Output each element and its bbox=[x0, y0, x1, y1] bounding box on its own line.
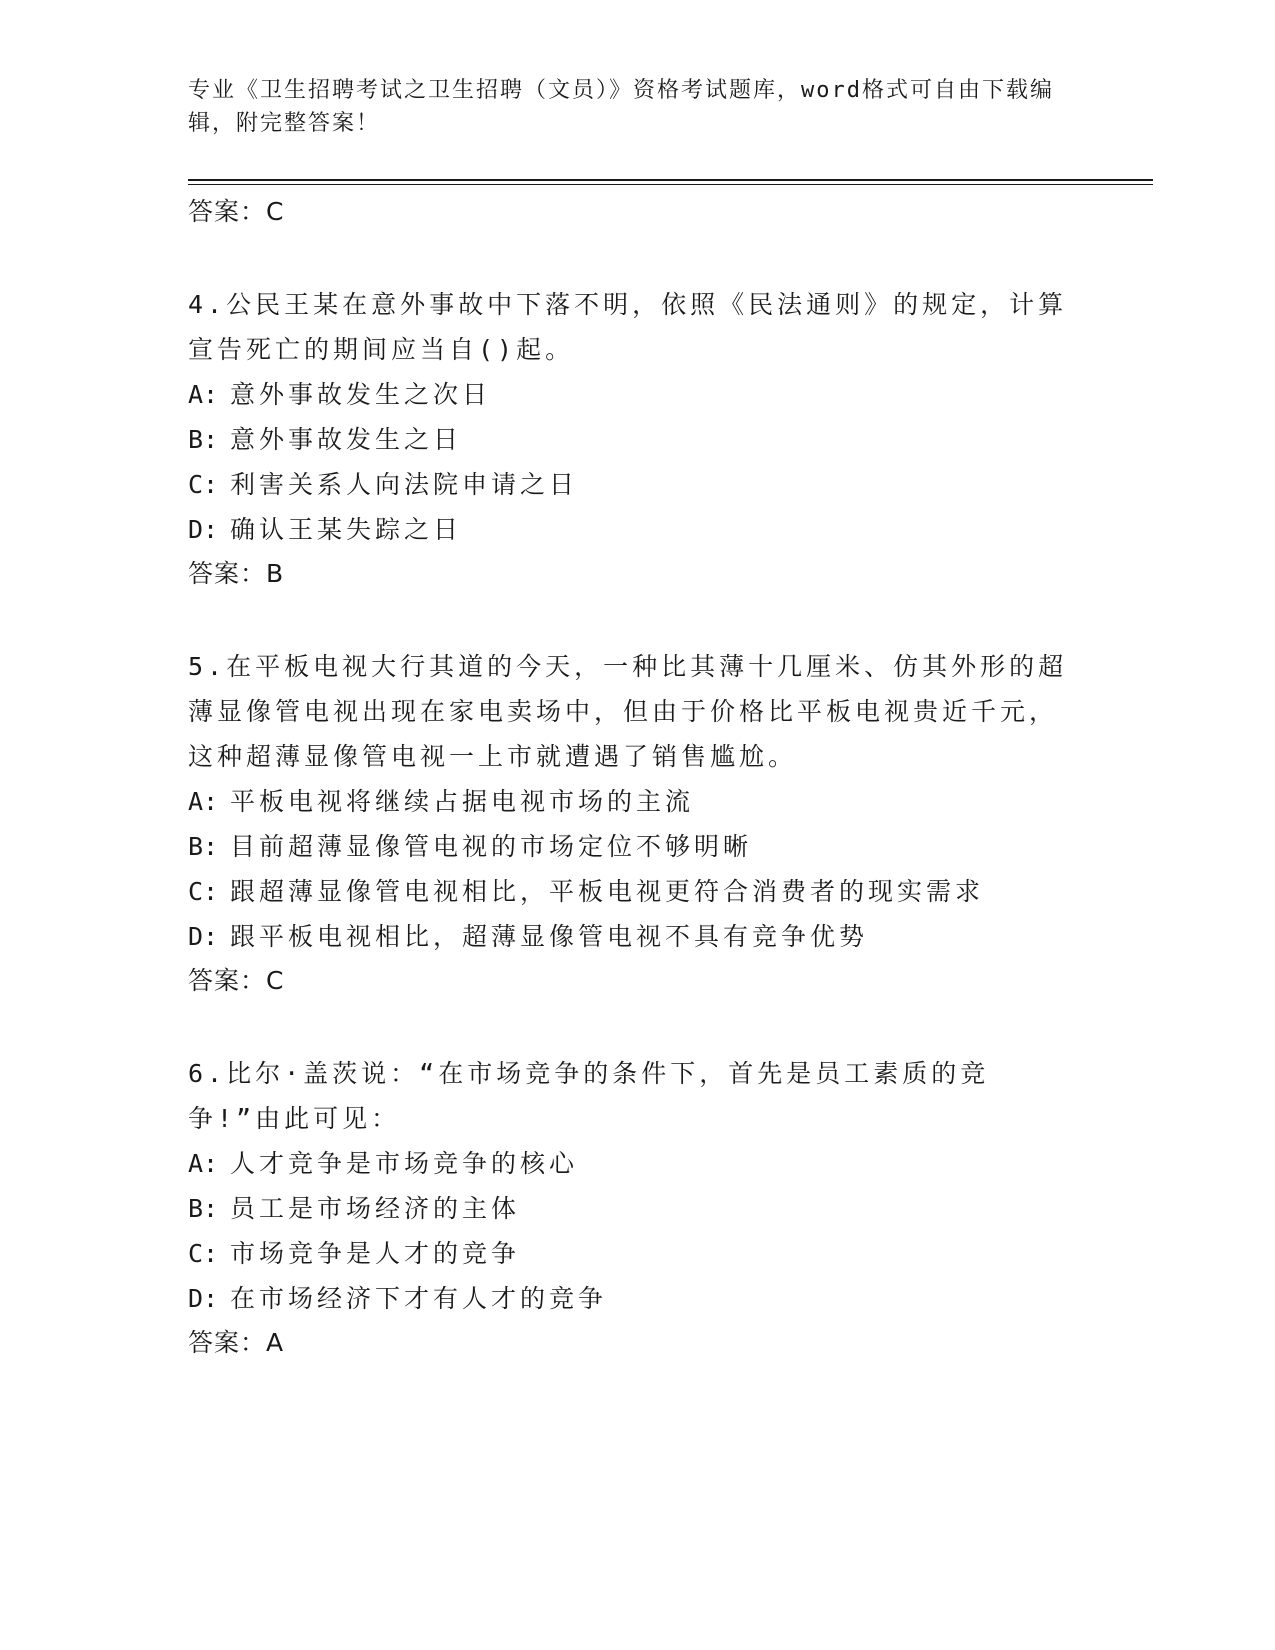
option-a bbox=[188, 1141, 1088, 1186]
option-letter: B: bbox=[188, 1194, 219, 1223]
option-text: 人才竞争是市场竞争的核心 bbox=[230, 1149, 579, 1178]
option-letter: C: bbox=[188, 470, 219, 499]
option-b bbox=[188, 1186, 1088, 1231]
option-text: 意外事故发生之次日 bbox=[230, 380, 492, 409]
option-letter: A: bbox=[188, 1149, 219, 1178]
option-text: 意外事故发生之日 bbox=[230, 425, 463, 454]
option-letter: A: bbox=[188, 380, 219, 409]
option-text: 目前超薄显像管电视的市场定位不够明晰 bbox=[230, 832, 753, 861]
answer-line: 答案：C bbox=[188, 197, 285, 226]
option-text: 确认王某失踪之日 bbox=[230, 515, 463, 544]
option-text: 跟超薄显像管电视相比，平板电视更符合消费者的现实需求 bbox=[230, 877, 985, 906]
option-text: 跟平板电视相比，超薄显像管电视不具有竞争优势 bbox=[230, 922, 869, 951]
question-stem: 4.公民王某在意外事故中下落不明，依照《民法通则》的规定，计算宣告死亡的期间应当自()起。 bbox=[188, 290, 1068, 364]
option-letter: A: bbox=[188, 787, 219, 816]
option-letter: B: bbox=[188, 832, 219, 861]
option-text: 平板电视将继续占据电视市场的主流 bbox=[230, 787, 695, 816]
answer-line: 答案：B bbox=[188, 559, 285, 588]
option-letter: C: bbox=[188, 1239, 219, 1268]
option-c bbox=[188, 462, 1088, 507]
header-divider-thick bbox=[188, 179, 1153, 181]
answer-line: 答案：C bbox=[188, 966, 285, 995]
option-text: 在市场经济下才有人才的竞争 bbox=[230, 1284, 608, 1313]
header-divider-thin bbox=[188, 184, 1153, 185]
question-6 bbox=[188, 1051, 1088, 1365]
question-4 bbox=[188, 282, 1088, 596]
option-a bbox=[188, 779, 1088, 824]
option-letter: D: bbox=[188, 515, 219, 544]
option-letter: B: bbox=[188, 425, 219, 454]
option-letter: C: bbox=[188, 877, 219, 906]
question-5 bbox=[188, 644, 1088, 1003]
option-c bbox=[188, 869, 1088, 914]
option-a bbox=[188, 372, 1088, 417]
option-letter: D: bbox=[188, 922, 219, 951]
option-text: 市场竞争是人才的竞争 bbox=[230, 1239, 521, 1268]
option-text: 利害关系人向法院申请之日 bbox=[230, 470, 579, 499]
question-stem: 5.在平板电视大行其道的今天，一种比其薄十几厘米、仿其外形的超薄显像管电视出现在家电卖场中，但由于价格比平板电视贵近千元，这种超薄显像管电视一上市就遭遇了销售尴尬。 bbox=[188, 652, 1068, 771]
option-letter: D: bbox=[188, 1284, 219, 1313]
option-c bbox=[188, 1231, 1088, 1276]
question-stem: 6.比尔·盖茨说：“在市场竞争的条件下，首先是员工素质的竞争!”由此可见： bbox=[188, 1059, 990, 1133]
option-d bbox=[188, 1276, 1088, 1321]
option-d bbox=[188, 914, 1088, 959]
option-b bbox=[188, 417, 1088, 462]
document-header: 专业《卫生招聘考试之卫生招聘（文员）》资格考试题库，word格式可自由下载编辑，附完整答案！ bbox=[188, 78, 1054, 136]
option-d bbox=[188, 507, 1088, 552]
answer-line: 答案：A bbox=[188, 1328, 285, 1357]
option-text: 员工是市场经济的主体 bbox=[230, 1194, 521, 1223]
question-list bbox=[188, 190, 1088, 1365]
option-b bbox=[188, 824, 1088, 869]
